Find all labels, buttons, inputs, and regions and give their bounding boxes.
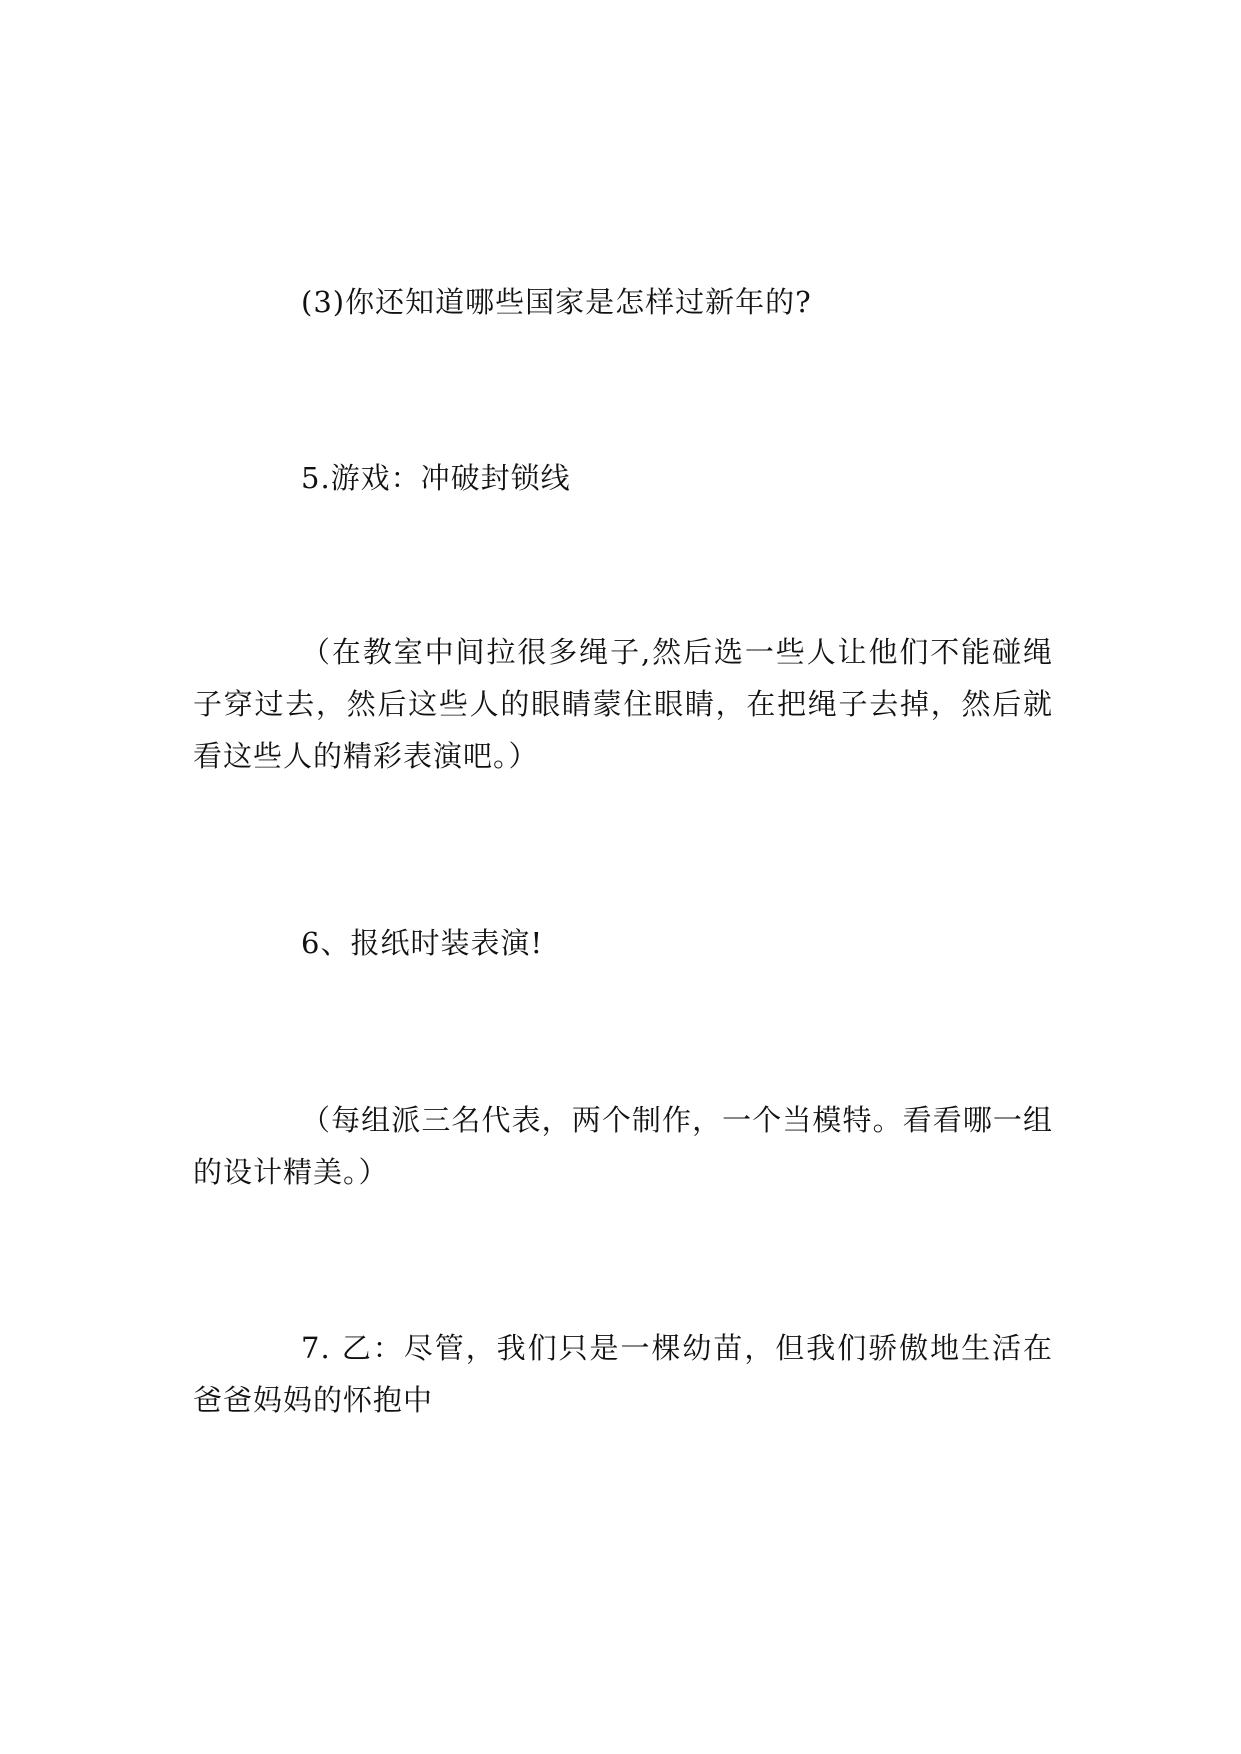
paragraph-fashion-show-heading: 6、报纸时装表演! xyxy=(301,926,544,960)
paragraph-game-heading: 5.游戏：冲破封锁线 xyxy=(301,461,571,495)
paragraph-fashion-show-description: （每组派三名代表，两个制作，一个当模特。看看哪一组的设计精美。） xyxy=(193,1103,1053,1189)
paragraph-item-7: 7. 乙：尽管，我们只是一棵幼苗，但我们骄傲地生活在爸爸妈妈的怀抱中 xyxy=(193,1331,1053,1417)
paragraph-game-description: （在教室中间拉很多绳子,然后选一些人让他们不能碰绳子穿过去，然后这些人的眼睛蒙住眼睛，在把绳子去掉，然后就看这些人的精彩表演吧。） xyxy=(193,635,1053,773)
paragraph-question-3: (3)你还知道哪些国家是怎样过新年的? xyxy=(301,285,812,319)
